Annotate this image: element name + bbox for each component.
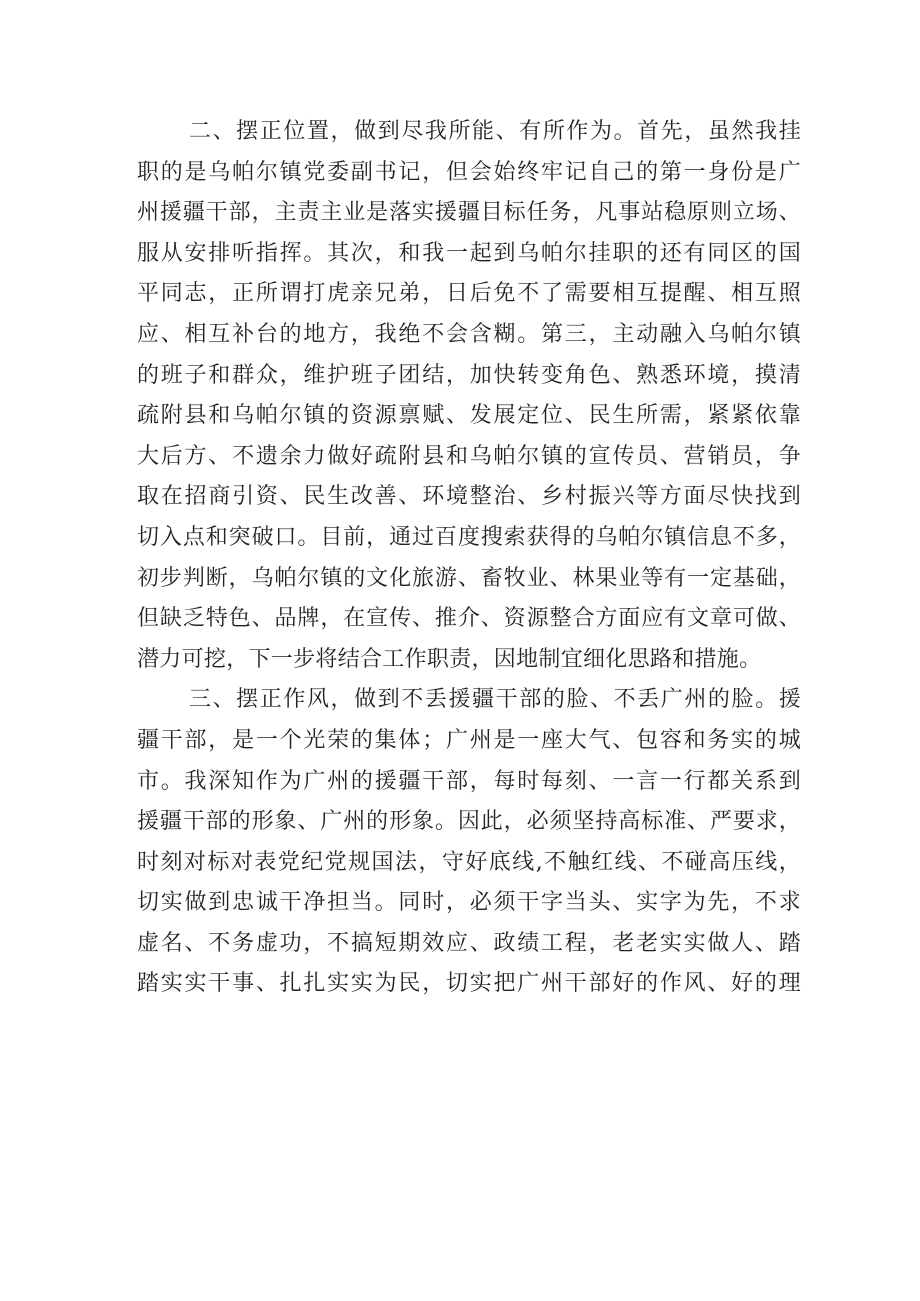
- document-body: [137, 112, 801, 1005]
- text-line: 援疆干部的形象、广州的形象。因此，必须坚持高标准、严要求，: [137, 809, 801, 835]
- text-line: 州援疆干部，主责主业是落实援疆目标任务，凡事站稳原则立场、: [137, 200, 801, 226]
- text-line: 平同志，正所谓打虎亲兄弟，日后免不了需要相互提醒、相互照: [137, 281, 801, 307]
- text-line: 取在招商引资、民生改善、环境整治、乡村振兴等方面尽快找到: [137, 484, 801, 510]
- text-line: 职的是乌帕尔镇党委副书记，但会始终牢记自己的第一身份是广: [137, 159, 801, 185]
- text-line: 大后方、不遗余力做好疏附县和乌帕尔镇的宣传员、营销员，争: [137, 443, 801, 469]
- text-line: 疆干部，是一个光荣的集体；广州是一座大气、包容和务实的城: [137, 727, 801, 753]
- paragraph-2: [137, 112, 801, 680]
- text-line: 但缺乏特色、品牌，在宣传、推介、资源整合方面应有文章可做、: [137, 606, 801, 632]
- text-line: 疏附县和乌帕尔镇的资源禀赋、发展定位、民生所需，紧紧依靠: [137, 403, 801, 429]
- text-line: 初步判断，乌帕尔镇的文化旅游、畜牧业、林果业等有一定基础，: [137, 565, 801, 591]
- paragraph-3: [137, 680, 801, 1005]
- text-line: 三、摆正作风，做到不丢援疆干部的脸、不丢广州的脸。援: [189, 687, 801, 713]
- text-line: 应、相互补台的地方，我绝不会含糊。第三，主动融入乌帕尔镇: [137, 321, 801, 347]
- text-line: 二、摆正位置，做到尽我所能、有所作为。首先，虽然我挂: [189, 119, 801, 144]
- text-line: 踏实实干事、扎扎实实为民，切实把广州干部好的作风、好的理: [137, 971, 801, 997]
- text-line: 时刻对标对表党纪党规国法，守好底线,不触红线、不碰高压线，: [137, 849, 801, 875]
- text-line: 服从安排听指挥。其次，和我一起到乌帕尔挂职的还有同区的国: [137, 240, 801, 266]
- text-line: 虚名、不务虚功，不搞短期效应、政绩工程，老老实实做人、踏: [137, 930, 801, 956]
- text-line: 切入点和突破口。目前，通过百度搜索获得的乌帕尔镇信息不多，: [137, 524, 801, 550]
- text-line: 的班子和群众，维护班子团结，加快转变角色、熟悉环境，摸清: [137, 362, 801, 388]
- text-line: 潜力可挖，下一步将结合工作职责，因地制宜细化思路和措施。: [137, 646, 762, 672]
- text-line: 市。我深知作为广州的援疆干部，每时每刻、一言一行都关系到: [137, 768, 801, 794]
- text-line: 切实做到忠诚干净担当。同时，必须干字当头、实字为先，不求: [137, 890, 801, 916]
